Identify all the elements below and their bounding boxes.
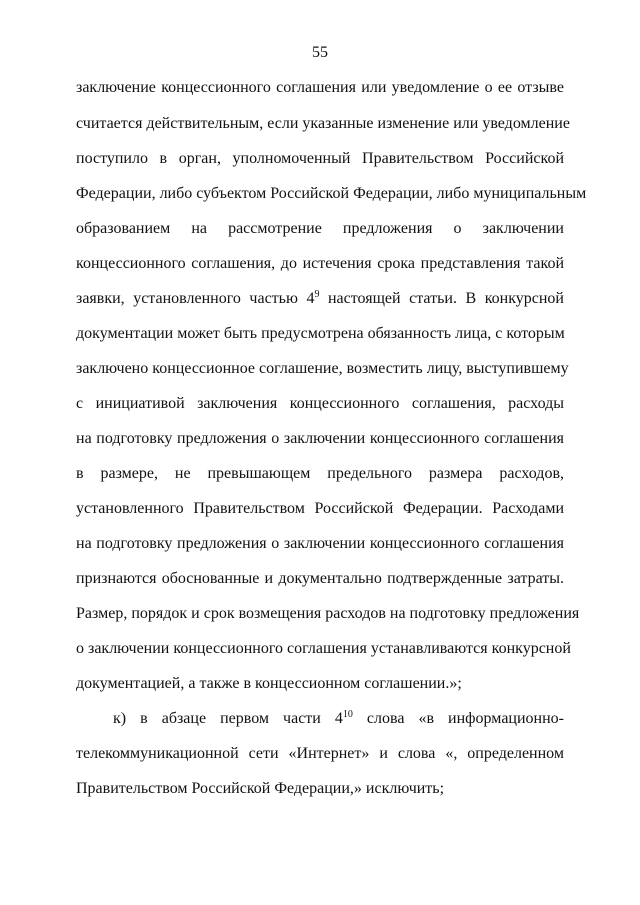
text-line: в размере, не превышающем предельного размера расходов, bbox=[76, 465, 564, 482]
text-line: документации может быть предусмотрена обязанность лица, с которым bbox=[76, 325, 565, 342]
text-line bbox=[76, 289, 564, 309]
text-line: заключение концессионного соглашения или уведомление о ее отзыве bbox=[76, 79, 564, 96]
text-line: Федерации, либо субъектом Российской Федерации, либо муниципальным bbox=[76, 185, 587, 202]
text-line: концессионного соглашения, до истечения срока представления такой bbox=[76, 255, 564, 272]
text-segment: слова «в информационно- bbox=[352, 710, 564, 727]
text-line: Размер, порядок и срок возмещения расходов на подготовку предложения bbox=[76, 605, 580, 622]
text-line: признаются обоснованные и документально подтвержденные затраты. bbox=[76, 570, 564, 587]
text-line: о заключении концессионного соглашения устанавливаются конкурсной bbox=[76, 640, 571, 657]
text-line: считается действительным, если указанные изменение или уведомление bbox=[76, 115, 570, 132]
text-segment: к) в абзаце первом части 4 bbox=[113, 710, 343, 727]
text-line bbox=[113, 709, 564, 729]
superscript-9: 9 bbox=[314, 289, 320, 300]
text-segment: заявки, установленного частью 4 bbox=[76, 290, 315, 307]
text-line: поступило в орган, уполномоченный Правительством Российской bbox=[76, 150, 564, 167]
superscript-10: 10 bbox=[342, 709, 353, 720]
text-line: установленного Правительством Российской Федерации. Расходами bbox=[76, 500, 564, 517]
text-line: на подготовку предложения о заключении концессионного соглашения bbox=[76, 430, 564, 447]
page-number: 55 bbox=[312, 44, 328, 61]
text-line: телекоммуникационной сети «Интернет» и слова «, определенном bbox=[76, 745, 564, 762]
text-segment: настоящей статьи. В конкурсной bbox=[319, 290, 564, 307]
text-line: образованием на рассмотрение предложения о заключении bbox=[76, 220, 564, 237]
text-line: на подготовку предложения о заключении концессионного соглашения bbox=[76, 535, 564, 552]
text-line: документацией, а также в концессионном соглашении.»; bbox=[76, 675, 462, 692]
text-line: заключено концессионное соглашение, возместить лицу, выступившему bbox=[76, 360, 569, 377]
text-line: с инициативой заключения концессионного соглашения, расходы bbox=[76, 395, 564, 412]
text-line: Правительством Российской Федерации,» исключить; bbox=[76, 780, 445, 797]
